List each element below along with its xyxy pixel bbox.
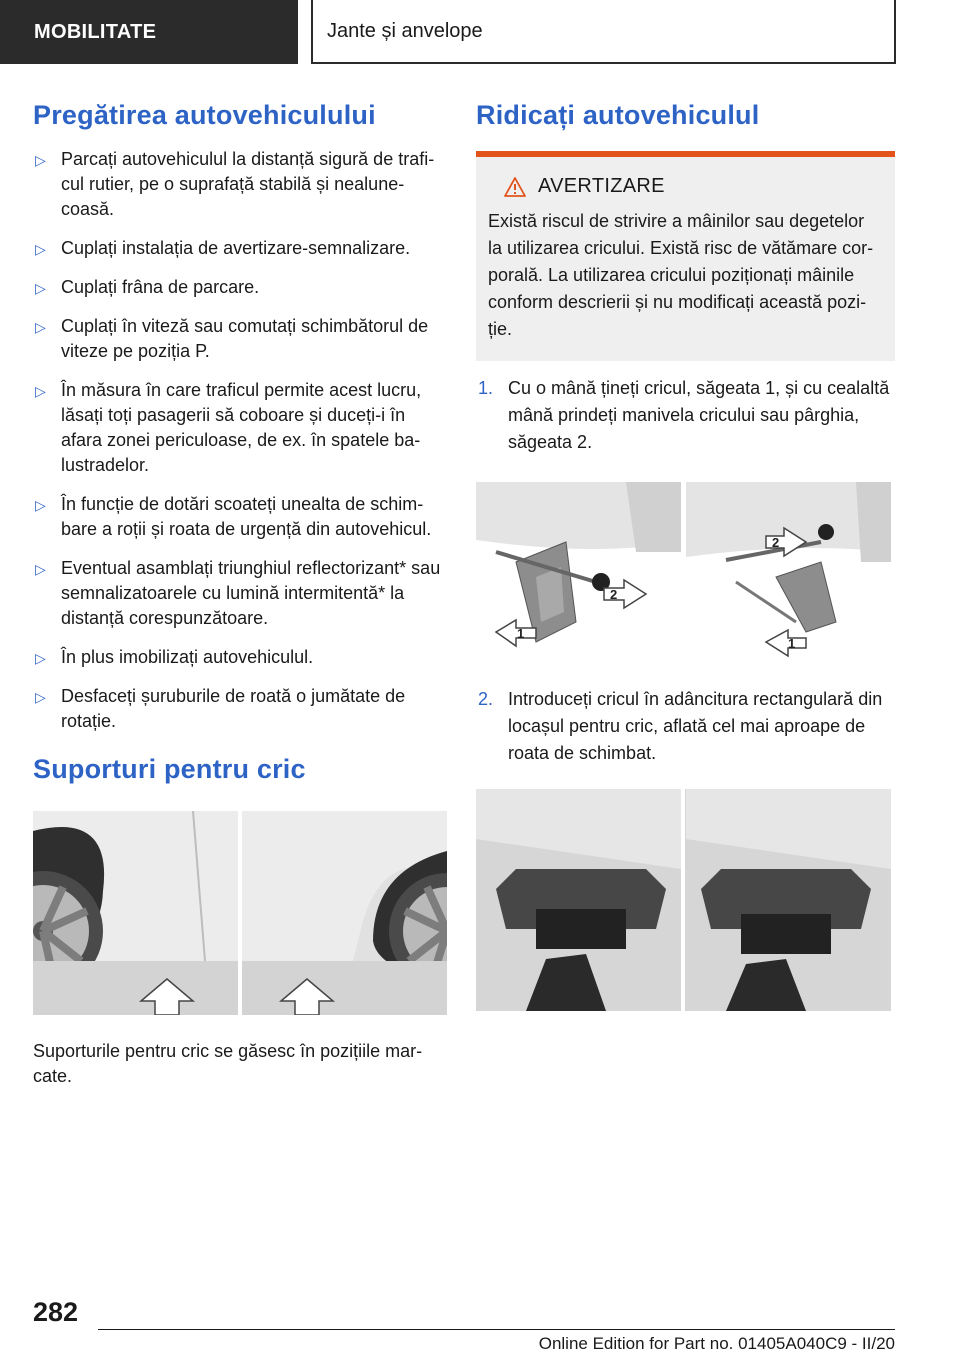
image-divider <box>681 789 685 1011</box>
step-text: Cu o mână țineți cricul, săgeata 1, și cu cealaltă mână prindeți manivela cricului sau pârghia, săgeata 2. <box>508 378 890 452</box>
list-item: ▷ În plus imobilizați autovehiculul. <box>33 645 447 670</box>
svg-text:1: 1 <box>788 636 796 651</box>
raise-steps-list <box>476 686 895 767</box>
edition-note: Online Edition for Part no. 01405A040C9 - II/20 <box>538 1334 895 1353</box>
footer-rule <box>98 1329 895 1330</box>
triangle-bullet-icon: ▷ <box>35 383 46 399</box>
list-item: ▷ Parcați autovehiculul la distanță sigură de traficul rutier, pe o suprafață stabilă și nealunecoasă. <box>35 149 435 219</box>
triangle-bullet-icon: ▷ <box>35 280 46 296</box>
triangle-bullet-icon: ▷ <box>35 689 46 705</box>
warning-box <box>476 157 895 361</box>
list-item <box>476 375 895 456</box>
jack-points-caption: Suporturile pentru cric se găsesc în pozițiile marcate. <box>33 1041 423 1086</box>
image-divider <box>238 811 242 1015</box>
triangle-bullet-icon: ▷ <box>35 241 46 257</box>
step-number: 1. <box>478 378 494 398</box>
prepare-bullet-list <box>33 147 447 734</box>
image-divider <box>681 482 685 660</box>
step-number: 2. <box>478 689 494 709</box>
heading-prepare-vehicle: Pregătirea autovehiculului <box>33 100 376 130</box>
page-number: 282 <box>33 1297 79 1327</box>
triangle-bullet-icon: ▷ <box>35 319 46 335</box>
warning-triangle-icon <box>504 177 526 197</box>
warning-text: Există riscul de strivire a mâinilor sau degetelor la utilizarea cricului. Există risc de vătămare corporală. La utilizarea cricului poziționați mâinile conform descrierii și nu modificați această poziție. <box>488 211 874 339</box>
heading-raise-vehicle: Ridicați autovehiculul <box>476 100 760 130</box>
step-text: Introduceți cricul în adâncitura rectangulară din locașul pentru cric, aflată cel mai aproape de roata de schimbat. <box>508 689 883 763</box>
list-item: ▷ Cuplați frâna de parcare. <box>33 275 447 300</box>
warning-header <box>504 175 883 198</box>
svg-text:2: 2 <box>610 587 618 602</box>
list-item: ▷ Desfaceți șuruburile de roată o jumătate de rotație. <box>35 686 406 731</box>
list-item: ▷ Cuplați instalația de avertizare-semnalizare. <box>33 236 447 261</box>
triangle-bullet-icon: ▷ <box>35 152 46 168</box>
triangle-bullet-icon: ▷ <box>35 497 46 513</box>
triangle-bullet-icon: ▷ <box>35 561 46 577</box>
section-tab: MOBILITATE <box>0 0 298 64</box>
list-item: ▷ Cuplați în viteză sau comutați schimbătorul de viteze pe poziția P. <box>35 316 429 361</box>
jack-handling-image <box>476 482 891 660</box>
right-column <box>476 100 895 1011</box>
heading-jack-points: Suporturi pentru cric <box>33 754 306 784</box>
jack-seat-image <box>476 789 891 1011</box>
list-item: ▷ În măsura în care traficul permite acest lucru, lăsați toți pasagerii să coboare și duceți-i în afara zonei periculoase, de ex. în spatele balustradelor. <box>35 380 422 475</box>
jack-points-image <box>33 811 447 1015</box>
raise-steps-list <box>476 375 895 456</box>
chapter-title: Jante și anvelope <box>311 0 896 64</box>
list-item <box>476 686 895 767</box>
svg-text:2: 2 <box>772 535 780 550</box>
left-column <box>33 100 447 1089</box>
list-item: ▷ În funcție de dotări scoateți unealta de schimbare a roții și roata de urgență din autovehicul. <box>35 494 432 539</box>
svg-text:1: 1 <box>517 626 525 641</box>
warning-title: AVERTIZARE <box>538 175 665 197</box>
triangle-bullet-icon: ▷ <box>35 650 46 666</box>
list-item: ▷ Eventual asamblați triunghiul reflectorizant* sau semnalizatoarele cu lumină intermitentă* la distanță corespunzătoare. <box>35 558 441 628</box>
